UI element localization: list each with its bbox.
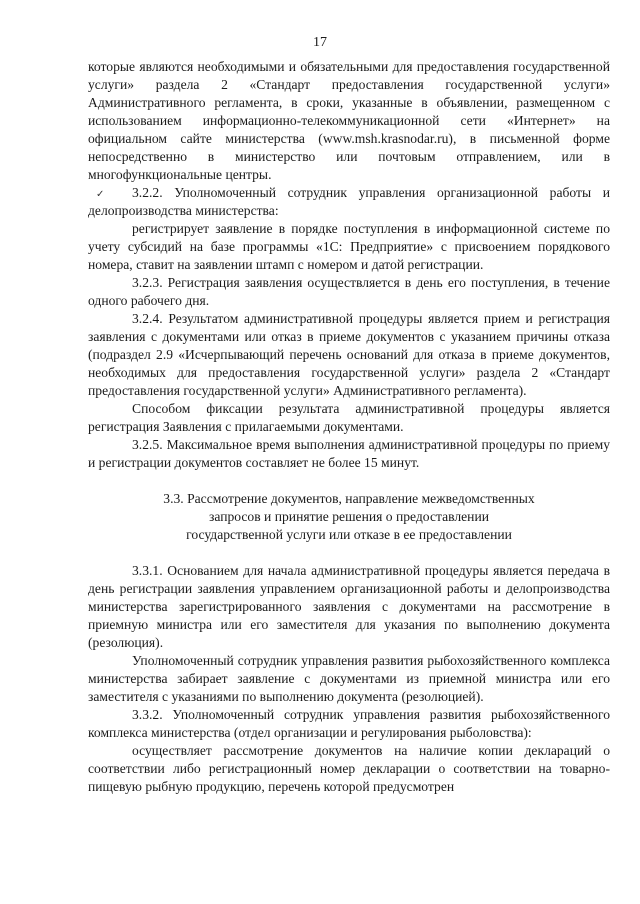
paragraph-fishery-officer: Уполномоченный сотрудник управления развития рыбохозяйственного комплекса министерства забирает заявление с документами из приемной министра или его заместителя с указаниями по выполнению документа (резолюцией). bbox=[88, 653, 610, 704]
paragraph-review-documents: осуществляет рассмотрение документов на наличие копии деклараций о соответствии либо регистрационный номер декларации о соответствии на товарно-пищевую рыбную продукцию, перечень которой предусмотрен bbox=[88, 743, 610, 794]
paragraph-3-2-3: 3.2.3. Регистрация заявления осуществляется в день его поступления, в течение одного рабочего дня. bbox=[88, 275, 610, 308]
paragraph-3-3-1: 3.3.1. Основанием для начала административной процедуры является передача в день регистрации заявления управлением организационной работы и делопроизводства министерства зарегистрированного заявления с документами на рассмотрение в приемную министра или его заместителя для указания по выполнению документа (резолюция). bbox=[88, 563, 610, 650]
section-heading-line: государственной услуги или отказе в ее предоставлении bbox=[186, 527, 512, 542]
paragraph-registration: регистрирует заявление в порядке поступления в информационной системе по учету субсидий на базе программы «1С: Предприятие» с присвоением порядкового номера, ставит на заявлении штамп с номером и датой регистрации. bbox=[88, 221, 610, 272]
section-heading-line: запросов и принятие решения о предоставлении bbox=[208, 509, 490, 524]
margin-check-mark: ✓ bbox=[96, 189, 105, 200]
page-number: 17 bbox=[313, 35, 327, 50]
paragraph-3-2-4: 3.2.4. Результатом административной процедуры является прием и регистрация заявления с документами или отказ в приеме документов с указанием причины отказа (подраздел 2.9 «Исчерпывающий перечень оснований для отказа в приеме документов, необходимых для предоставления государственной услуги» раздела 2 «Стандарт предоставления государственной услуги» Административного регламента). bbox=[88, 311, 610, 398]
paragraph-3-2-5: 3.2.5. Максимальное время выполнения административной процедуры по приему и регистрации документов составляет не более 15 минут. bbox=[88, 437, 610, 470]
document-body bbox=[88, 58, 610, 796]
paragraph-3-3-2: 3.3.2. Уполномоченный сотрудник управления развития рыбохозяйственного комплекса министерства (отдел организации и регулирования рыболовства): bbox=[88, 707, 610, 740]
spacer bbox=[88, 544, 610, 562]
paragraph-continuation: которые являются необходимыми и обязательными для предоставления государственной услуги» раздела 2 «Стандарт предоставления государственной услуги» Административного регламента, в сроки, указанные в объявлении, размещенном с использованием информационно-телекоммуникационной сети «Интернет» на официальном сайте министерства (www.msh.krasnodar.ru), в письменной форме непосредственно в министерство или почтовым отправлением, или в многофункциональные центры. bbox=[88, 59, 610, 182]
spacer bbox=[88, 472, 610, 490]
paragraph-fixation-method: Способом фиксации результата административной процедуры является регистрация Заявления с прилагаемыми документами. bbox=[88, 401, 610, 434]
section-heading-line: 3.3. Рассмотрение документов, направление межведомственных bbox=[163, 491, 535, 506]
section-heading-3-3 bbox=[124, 490, 574, 544]
paragraph-3-2-2: 3.2.2. Уполномоченный сотрудник управления организационной работы и делопроизводства министерства: bbox=[88, 185, 610, 218]
